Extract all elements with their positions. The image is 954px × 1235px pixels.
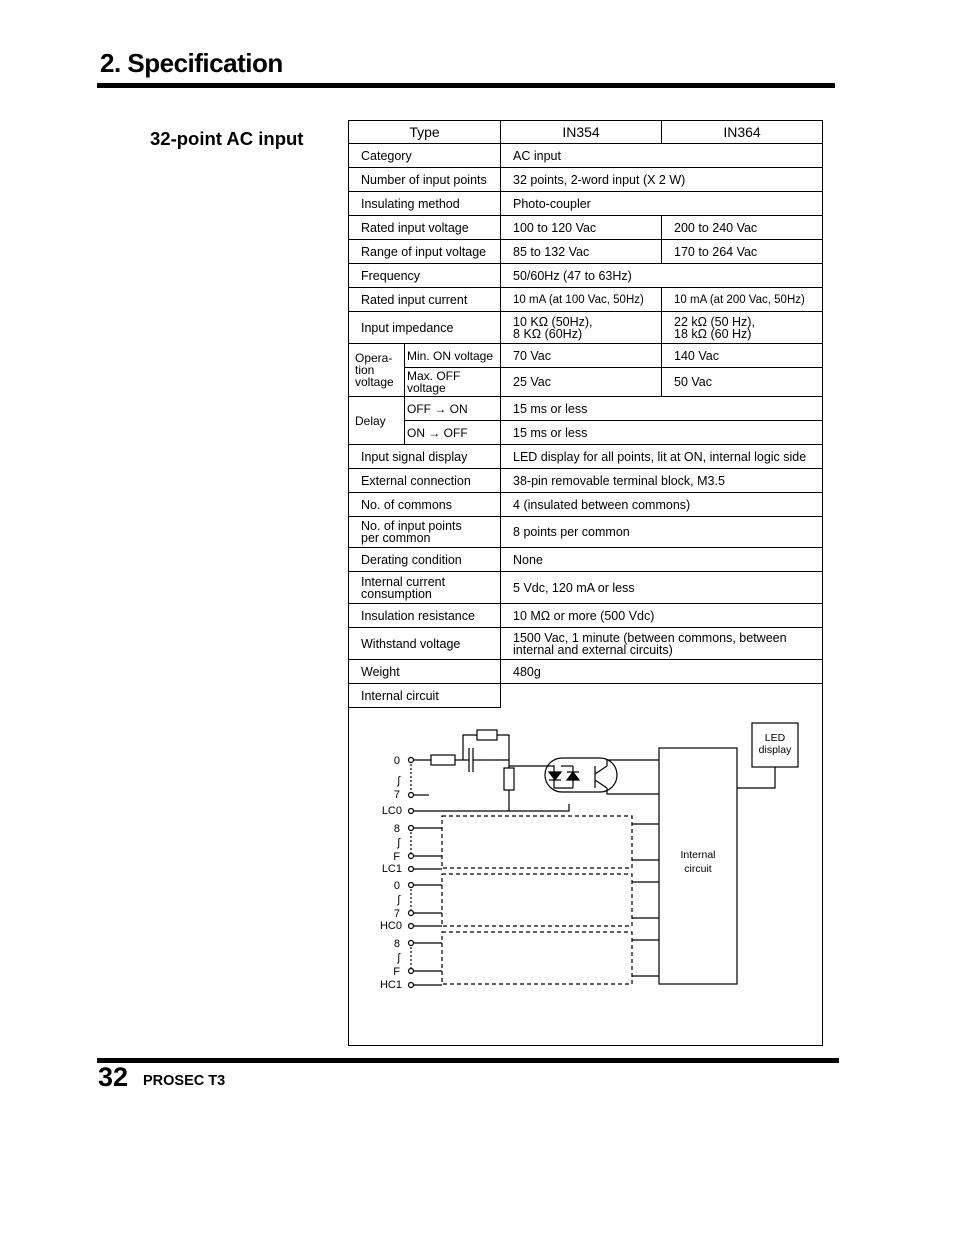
- row-label: Weight: [349, 660, 501, 684]
- terminal-label: LC1: [381, 863, 402, 875]
- channel-wires: [413, 824, 659, 985]
- terminal-label: 7: [393, 789, 400, 801]
- row-label: Insulating method: [349, 192, 501, 216]
- table-row: [349, 548, 823, 572]
- row-label: Number of input points: [349, 168, 501, 192]
- type-header: Type: [349, 121, 501, 144]
- label-line: voltage: [355, 375, 394, 389]
- terminal-ellipsis: ʃ: [397, 837, 400, 849]
- spec-table: [348, 120, 823, 1046]
- terminal-label: 8: [393, 938, 400, 950]
- row-label: Withstand voltage: [349, 628, 501, 660]
- page-heading: 2. Specification: [100, 48, 283, 78]
- impedance-50hz: 22 kΩ (50 Hz),: [674, 314, 755, 329]
- circuit-row: [349, 708, 823, 1046]
- internal-circuit-diagram: [349, 708, 821, 1045]
- in364-header: IN364: [662, 121, 823, 144]
- row-label: Category: [349, 144, 501, 168]
- impedance-60hz: 18 kΩ (60 Hz): [674, 326, 752, 341]
- row-value-in364: 50 Vac: [662, 368, 823, 397]
- table-row: [349, 397, 823, 421]
- table-row: [349, 192, 823, 216]
- terminal-label: 8: [393, 823, 400, 835]
- row-value: 38-pin removable terminal block, M3.5: [501, 469, 823, 493]
- table-row: [349, 168, 823, 192]
- table-row: [349, 572, 823, 604]
- internal-label: Internal: [680, 849, 716, 861]
- label-line: Opera-: [355, 351, 393, 365]
- label-line: tion: [355, 363, 375, 377]
- table-row: [349, 368, 823, 397]
- terminal-label: F: [393, 966, 400, 978]
- section-title: 32-point AC input: [150, 128, 304, 149]
- row-value: AC input: [501, 144, 823, 168]
- value-line: internal and external circuits): [513, 642, 673, 657]
- row-value: 5 Vdc, 120 mA or less: [501, 572, 823, 604]
- row-value: [501, 628, 823, 660]
- row-label: Insulation resistance: [349, 604, 501, 628]
- circuit-cell: [349, 708, 823, 1046]
- table-row: [349, 628, 823, 660]
- row-value-in354: 85 to 132 Vac: [501, 240, 662, 264]
- table-row: [349, 493, 823, 517]
- off-on-label: OFF → ON: [405, 397, 501, 421]
- led-label: LED: [764, 732, 786, 744]
- terminal-ellipsis: ʃ: [397, 952, 400, 964]
- terminal-ellipsis: ʃ: [397, 894, 400, 906]
- on-off-label: ON → OFF: [405, 421, 501, 445]
- table-row: [349, 344, 823, 368]
- terminal-label: 7: [393, 908, 400, 920]
- table-row: [349, 421, 823, 445]
- table-row: [349, 216, 823, 240]
- terminal-label: HC0: [379, 920, 402, 932]
- table-row: [349, 445, 823, 469]
- row-label: Frequency: [349, 264, 501, 288]
- heading-rule: [97, 83, 835, 88]
- row-label: Range of input voltage: [349, 240, 501, 264]
- footer-title: PROSEC T3: [143, 1073, 226, 1089]
- row-value-in354: 10 mA (at 100 Vac, 50Hz): [501, 288, 662, 312]
- terminal-label: F: [393, 851, 400, 863]
- row-value: 8 points per common: [501, 517, 823, 548]
- row-value-in364: [662, 312, 823, 344]
- row-label: Rated input voltage: [349, 216, 501, 240]
- row-label: No. of commons: [349, 493, 501, 517]
- row-value-in364: 10 mA (at 200 Vac, 50Hz): [662, 288, 823, 312]
- row-value: None: [501, 548, 823, 572]
- empty-cell: [501, 684, 823, 708]
- internal-label: circuit: [684, 863, 712, 875]
- terminal-label: 0: [393, 880, 400, 892]
- table-row: [349, 684, 823, 708]
- row-value: Photo-coupler: [501, 192, 823, 216]
- row-value-in354: 100 to 120 Vac: [501, 216, 662, 240]
- table-row: [349, 604, 823, 628]
- table-header-row: [349, 121, 823, 144]
- table-row: [349, 288, 823, 312]
- row-label: Input impedance: [349, 312, 501, 344]
- row-label: [349, 572, 501, 604]
- footer-rule: [97, 1058, 839, 1063]
- table-row: [349, 517, 823, 548]
- table-row: [349, 144, 823, 168]
- row-label: Internal circuit: [349, 684, 501, 708]
- row-value-in364: 200 to 240 Vac: [662, 216, 823, 240]
- label-line: No. of input points: [361, 519, 462, 533]
- label-line: consumption: [361, 586, 432, 601]
- row-value: 10 MΩ or more (500 Vdc): [501, 604, 823, 628]
- row-value-in354: 25 Vac: [501, 368, 662, 397]
- row-value: 15 ms or less: [501, 397, 823, 421]
- impedance-50hz: 10 KΩ (50Hz),: [513, 314, 593, 329]
- row-value: 480g: [501, 660, 823, 684]
- operation-voltage-label: [349, 344, 405, 397]
- table-row: [349, 660, 823, 684]
- delay-label: Delay: [349, 397, 405, 445]
- row-label: Input signal display: [349, 445, 501, 469]
- row-value: 15 ms or less: [501, 421, 823, 445]
- row-value: LED display for all points, lit at ON, internal logic side: [501, 445, 823, 469]
- row-label: [349, 517, 501, 548]
- terminal-ellipsis: ʃ: [397, 775, 400, 787]
- label-line: Internal current: [361, 574, 446, 589]
- page-number: 32: [98, 1062, 129, 1092]
- row-label: Derating condition: [349, 548, 501, 572]
- led-wire: [737, 767, 775, 788]
- table-row: [349, 469, 823, 493]
- row-value: 4 (insulated between commons): [501, 493, 823, 517]
- channel-blocks: [442, 816, 632, 984]
- row-value-in354: 70 Vac: [501, 344, 662, 368]
- terminal-label: LC0: [381, 805, 402, 817]
- min-on-voltage-label: Min. ON voltage: [405, 344, 501, 368]
- row-label: External connection: [349, 469, 501, 493]
- led-label: display: [758, 744, 792, 756]
- value-line: 1500 Vac, 1 minute (between commons, between: [513, 630, 787, 645]
- label-line: per common: [361, 531, 431, 545]
- max-off-voltage-label: Max. OFF voltage: [405, 368, 501, 397]
- row-value-in364: 170 to 264 Vac: [662, 240, 823, 264]
- impedance-60hz: 8 KΩ (60Hz): [513, 326, 583, 341]
- photocoupler-icon: [509, 758, 659, 794]
- row-value-in364: 140 Vac: [662, 344, 823, 368]
- row-value: 50/60Hz (47 to 63Hz): [501, 264, 823, 288]
- table-row: [349, 264, 823, 288]
- in354-header: IN354: [501, 121, 662, 144]
- terminal-label: HC1: [379, 979, 402, 991]
- row-value-in354: [501, 312, 662, 344]
- table-row: [349, 312, 823, 344]
- terminal-label: 0: [393, 755, 400, 767]
- row-value: 32 points, 2-word input (X 2 W): [501, 168, 823, 192]
- row-label: Rated input current: [349, 288, 501, 312]
- table-row: [349, 240, 823, 264]
